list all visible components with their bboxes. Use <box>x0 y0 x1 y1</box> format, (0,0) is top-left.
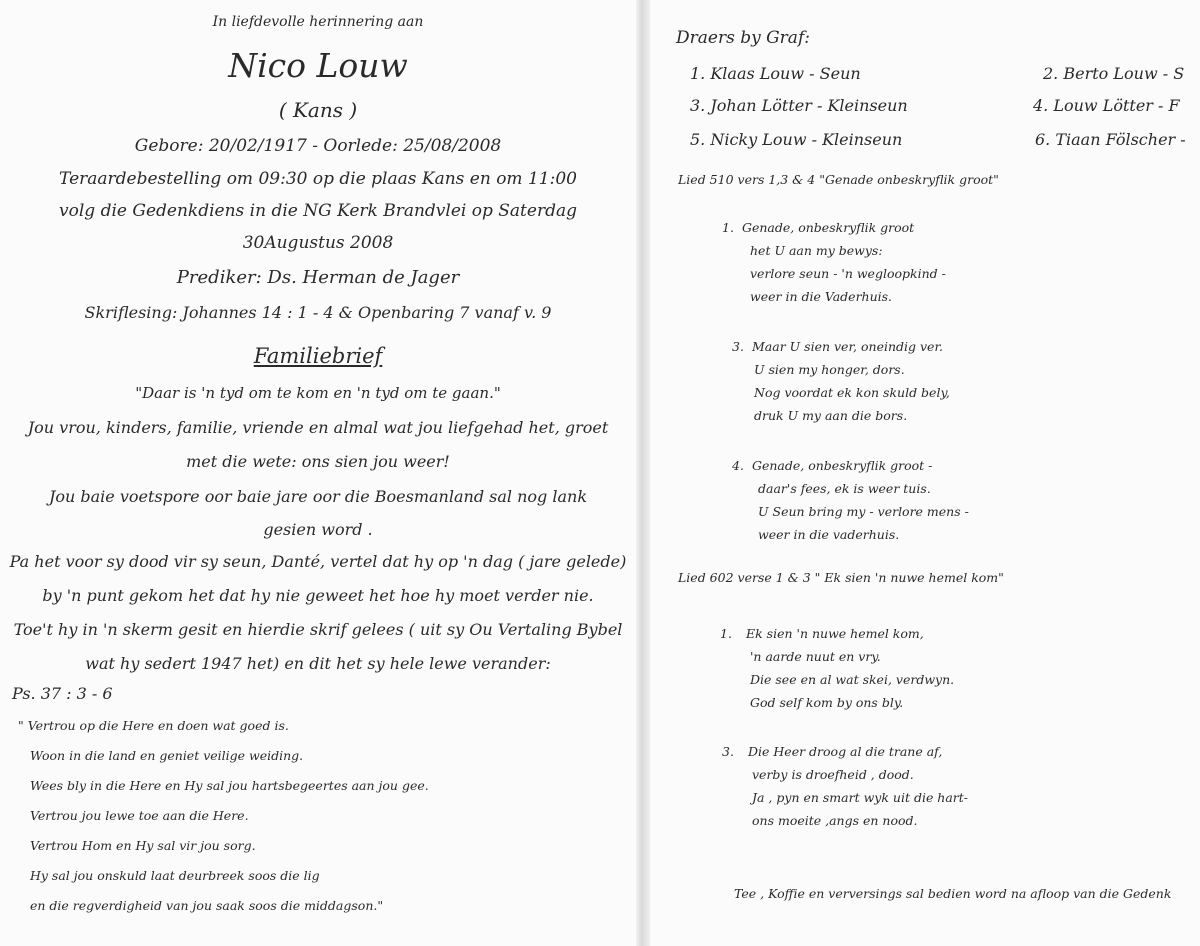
letter-line: Pa het voor sy dood vir sy seun, Danté, vertel dat hy op 'n dag ( jare gelede) <box>9 552 627 571</box>
bearer-3: 3. Johan Lötter - Kleinseun <box>690 96 908 115</box>
letter-line: wat hy sedert 1947 het) en dit het sy hele lewe verander: <box>85 654 551 673</box>
verse-line: verlore seun - 'n wegloopkind - <box>750 266 946 281</box>
nickname: ( Kans ) <box>278 98 358 122</box>
psalm-line: " Vertrou op die Here en doen wat goed is. <box>18 718 289 733</box>
verse-line: weer in die Vaderhuis. <box>750 289 893 304</box>
scripture-reading: Skriflesing: Johannes 14 : 1 - 4 & Openbaring 7 vanaf v. 9 <box>84 303 552 322</box>
right-page <box>650 0 1200 946</box>
verse-line: U Seun bring my - verlore mens - <box>758 504 969 519</box>
psalm-reference: Ps. 37 : 3 - 6 <box>12 684 113 703</box>
hymn-1-title: Lied 510 vers 1,3 & 4 "Genade onbeskryflik groot" <box>678 172 999 187</box>
verse-line: verby is droefheid , dood. <box>752 767 914 782</box>
bearer-2: 2. Berto Louw - S <box>1043 64 1185 83</box>
service-date: 30Augustus 2008 <box>242 233 394 253</box>
letter-line: "Daar is 'n tyd om te kom en 'n tyd om te gaan." <box>135 384 501 402</box>
verse-number: 3. <box>732 339 744 354</box>
verse-line: Genade, onbeskryflik groot <box>742 220 915 235</box>
verse-line: daar's fees, ek is weer tuis. <box>758 481 931 496</box>
bearer-4: 4. Louw Lötter - F <box>1033 96 1180 115</box>
letter-line: by 'n punt gekom het dat hy nie geweet het hoe hy moet verder nie. <box>42 586 594 605</box>
verse-number: 3. <box>722 744 734 759</box>
verse-line: Die Heer droog al die trane af, <box>748 744 943 759</box>
bearers-heading: Draers by Graf: <box>676 28 810 48</box>
psalm-line: Vertrou jou lewe toe aan die Here. <box>30 808 249 823</box>
bearer-5: 5. Nicky Louw - Kleinseun <box>690 130 903 149</box>
verse-line: U sien my honger, dors. <box>754 362 905 377</box>
birth-death-dates: Gebore: 20/02/1917 - Oorlede: 25/08/2008 <box>134 136 502 156</box>
service-line-1: Teraardebestelling om 09:30 op die plaas Kans en om 11:00 <box>59 169 577 189</box>
verse-line: Ja , pyn en smart wyk uit die hart- <box>752 790 969 805</box>
letter-line: Jou baie voetspore oor baie jare oor die Boesmanland sal nog lank <box>48 487 588 506</box>
psalm-line: Wees bly in die Here en Hy sal jou hartsbegeertes aan jou gee. <box>30 778 429 793</box>
letter-line: gesien word . <box>263 520 373 539</box>
verse-line: Nog voordat ek kon skuld bely, <box>754 385 950 400</box>
verse-line: Ek sien 'n nuwe hemel kom, <box>746 626 924 641</box>
verse-line: 'n aarde nuut en vry. <box>750 649 881 664</box>
verse-number: 1. <box>722 220 734 235</box>
letter-line: Jou vrou, kinders, familie, vriende en almal wat jou liefgehad het, groet <box>27 418 609 437</box>
preacher: Prediker: Ds. Herman de Jager <box>176 267 460 288</box>
letter-heading: Familiebrief <box>253 344 383 368</box>
service-line-2: volg die Gedenkdiens in die NG Kerk Brandvlei op Saterdag <box>59 201 577 221</box>
page-fold <box>636 0 650 946</box>
verse-number: 1. <box>720 626 732 641</box>
psalm-line: Vertrou Hom en Hy sal vir jou sorg. <box>30 838 256 853</box>
letter-line: Toe't hy in 'n skerm gesit en hierdie skrif gelees ( uit sy Ou Vertaling Bybel <box>13 620 623 639</box>
refreshments-note: Tee , Koffie en verversings sal bedien word na afloop van die Gedenk <box>734 886 1172 901</box>
verse-number: 4. <box>732 458 744 473</box>
verse-line: druk U my aan die bors. <box>754 408 908 423</box>
verse-line: God self kom by ons bly. <box>750 695 904 710</box>
bearer-1: 1. Klaas Louw - Seun <box>690 64 861 83</box>
psalm-line: Woon in die land en geniet veilige weiding. <box>30 748 304 763</box>
verse-line: weer in die vaderhuis. <box>758 527 900 542</box>
bearer-6: 6. Tiaan Fölscher - <box>1035 130 1186 149</box>
verse-line: het U aan my bewys: <box>750 243 883 258</box>
verse-line: Maar U sien ver, oneindig ver. <box>752 339 944 354</box>
verse-line: Die see en al wat skei, verdwyn. <box>750 672 955 687</box>
psalm-line: Hy sal jou onskuld laat deurbreek soos die lig <box>30 868 320 883</box>
intro-text: In liefdevolle herinnering aan <box>212 14 424 30</box>
psalm-line: en die regverdigheid van jou saak soos die middagson." <box>30 898 384 913</box>
hymn-2-title: Lied 602 verse 1 & 3 " Ek sien 'n nuwe hemel kom" <box>678 570 1004 585</box>
verse-line: Genade, onbeskryflik groot - <box>752 458 933 473</box>
deceased-name: Nico Louw <box>228 46 408 85</box>
verse-line: ons moeite ,angs en nood. <box>752 813 918 828</box>
letter-line: met die wete: ons sien jou weer! <box>186 452 450 471</box>
